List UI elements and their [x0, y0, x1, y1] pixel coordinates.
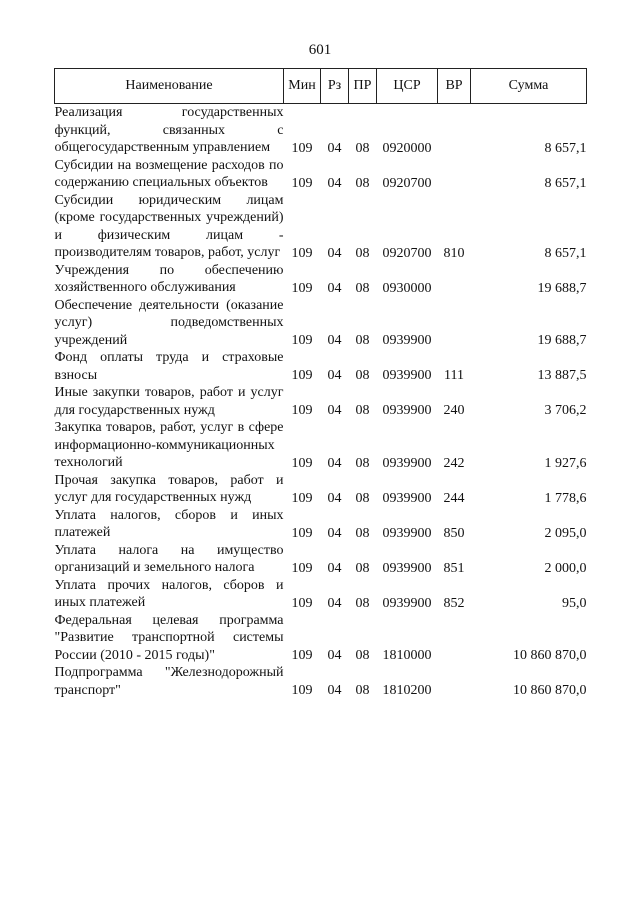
row-name: Уплата налога на имущество организаций и земельного налога — [54, 542, 284, 575]
header-csr: ЦСР — [377, 69, 438, 104]
row-name: Уплата прочих налогов, сборов и иных платежей — [54, 577, 284, 610]
row-min: 109 — [291, 560, 313, 576]
row-rz: 04 — [327, 595, 342, 611]
row-sum: 8 657,1 — [544, 175, 587, 191]
header-pr: ПР — [349, 69, 377, 104]
row-min: 109 — [291, 333, 313, 348]
row-pr: 08 — [355, 140, 370, 156]
row-rz: 04 — [327, 245, 342, 261]
budget-table — [54, 68, 587, 699]
row-vr: 810 — [443, 245, 465, 261]
row-sum: 19 688,7 — [537, 280, 587, 296]
table-row — [55, 262, 587, 297]
row-name: Субсидии на возмещение расходов по содержанию специальных объектов — [54, 157, 284, 190]
row-min: 109 — [291, 455, 313, 471]
table-row — [55, 157, 587, 192]
row-csr: 0939900 — [382, 333, 432, 348]
row-sum: 95,0 — [562, 595, 587, 611]
row-name: Субсидии юридическим лицам (кроме государственных учреждений) и физическим лицам - производителям товаров, работ, услуг — [54, 192, 284, 260]
row-rz: 04 — [327, 368, 342, 383]
table-row — [55, 349, 587, 384]
row-sum: 8 657,1 — [544, 140, 587, 156]
header-min: Мин — [284, 69, 321, 104]
row-min: 109 — [291, 595, 313, 611]
row-rz: 04 — [327, 560, 342, 576]
table-row — [55, 192, 587, 262]
row-csr: 0939900 — [382, 525, 432, 541]
row-csr: 0920000 — [382, 140, 432, 156]
row-sum: 13 887,5 — [537, 368, 587, 383]
row-rz: 04 — [327, 455, 342, 471]
row-name: Прочая закупка товаров, работ и услуг для государственных нужд — [54, 472, 284, 505]
row-rz: 04 — [327, 683, 342, 698]
table-header-row — [55, 69, 587, 104]
row-vr: 111 — [444, 368, 464, 383]
row-name: Федеральная целевая программа "Развитие транспортной системы России (2010 - 2015 годы)" — [54, 612, 284, 663]
row-min: 109 — [291, 525, 313, 541]
row-name: Фонд оплаты труда и страховые взносы — [54, 350, 284, 383]
row-vr: 851 — [443, 560, 465, 576]
header-sum: Сумма — [471, 69, 587, 104]
row-min: 109 — [291, 683, 313, 698]
row-name: Закупка товаров, работ, услуг в сфере информационно-коммуникационных технологий — [54, 420, 284, 470]
row-vr — [438, 262, 471, 297]
row-sum: 1 927,6 — [544, 455, 587, 471]
row-name: Реализация государственных функций, связанных с общегосударственным управлением — [54, 105, 284, 155]
row-pr: 08 — [355, 333, 370, 348]
row-csr: 0920700 — [382, 245, 432, 261]
row-pr: 08 — [355, 560, 370, 576]
row-csr: 1810200 — [382, 683, 432, 698]
row-csr: 1810000 — [382, 648, 432, 663]
row-vr: 242 — [443, 455, 465, 471]
row-csr: 0939900 — [382, 560, 432, 576]
row-name: Подпрограмма "Железнодорожный транспорт" — [54, 665, 284, 698]
table-row — [55, 472, 587, 507]
row-pr: 08 — [355, 490, 370, 506]
row-name: Обеспечение деятельности (оказание услуг) подведомственных учреждений — [54, 297, 284, 348]
row-sum: 1 778,6 — [544, 490, 587, 506]
row-rz: 04 — [327, 403, 342, 418]
row-sum: 3 706,2 — [544, 403, 587, 418]
row-sum: 8 657,1 — [544, 245, 587, 261]
table-row — [55, 664, 587, 699]
row-pr: 08 — [355, 648, 370, 663]
header-vr: ВР — [438, 69, 471, 104]
row-name: Иные закупки товаров, работ и услуг для государственных нужд — [54, 385, 284, 418]
row-vr — [438, 664, 471, 699]
row-rz: 04 — [327, 648, 342, 663]
row-sum: 10 860 870,0 — [513, 683, 587, 698]
row-csr: 0939900 — [382, 455, 432, 471]
row-pr: 08 — [355, 595, 370, 611]
row-vr — [438, 157, 471, 192]
row-vr — [438, 297, 471, 350]
row-pr: 08 — [355, 525, 370, 541]
row-rz: 04 — [327, 175, 342, 191]
row-sum: 19 688,7 — [537, 333, 587, 348]
table-row — [55, 384, 587, 419]
row-csr: 0939900 — [382, 403, 432, 418]
row-pr: 08 — [355, 245, 370, 261]
row-min: 109 — [291, 490, 313, 506]
table-row — [55, 297, 587, 350]
row-pr: 08 — [355, 455, 370, 471]
row-pr: 08 — [355, 683, 370, 698]
row-pr: 08 — [355, 280, 370, 296]
row-vr — [438, 612, 471, 665]
row-rz: 04 — [327, 280, 342, 296]
row-sum: 2 000,0 — [544, 560, 587, 576]
row-pr: 08 — [355, 368, 370, 383]
row-csr: 0939900 — [382, 595, 432, 611]
table-row — [55, 419, 587, 472]
row-pr: 08 — [355, 403, 370, 418]
row-vr: 850 — [443, 525, 465, 541]
row-vr — [438, 104, 471, 157]
row-min: 109 — [291, 403, 313, 418]
row-rz: 04 — [327, 140, 342, 156]
row-pr: 08 — [355, 175, 370, 191]
header-name: Наименование — [55, 69, 284, 104]
table-row — [55, 612, 587, 665]
row-vr: 852 — [443, 595, 465, 611]
row-vr: 240 — [443, 403, 465, 418]
table-row — [55, 577, 587, 612]
table-row — [55, 104, 587, 157]
row-csr: 0920700 — [382, 175, 432, 191]
row-name: Учреждения по обеспечению хозяйственного обслуживания — [54, 262, 284, 295]
row-min: 109 — [291, 368, 313, 383]
row-rz: 04 — [327, 333, 342, 348]
table-row — [55, 542, 587, 577]
row-csr: 0939900 — [382, 490, 432, 506]
row-min: 109 — [291, 245, 313, 261]
row-rz: 04 — [327, 525, 342, 541]
row-min: 109 — [291, 140, 313, 156]
row-rz: 04 — [327, 490, 342, 506]
row-sum: 2 095,0 — [544, 525, 587, 541]
row-vr: 244 — [443, 490, 465, 506]
row-min: 109 — [291, 175, 313, 191]
row-csr: 0930000 — [382, 280, 432, 296]
row-csr: 0939900 — [382, 368, 432, 383]
row-sum: 10 860 870,0 — [513, 648, 587, 663]
table-row — [55, 507, 587, 542]
row-name: Уплата налогов, сборов и иных платежей — [54, 507, 284, 540]
page-number: 601 — [308, 42, 332, 58]
header-rz: Рз — [321, 69, 349, 104]
row-min: 109 — [291, 280, 313, 296]
row-min: 109 — [291, 648, 313, 663]
